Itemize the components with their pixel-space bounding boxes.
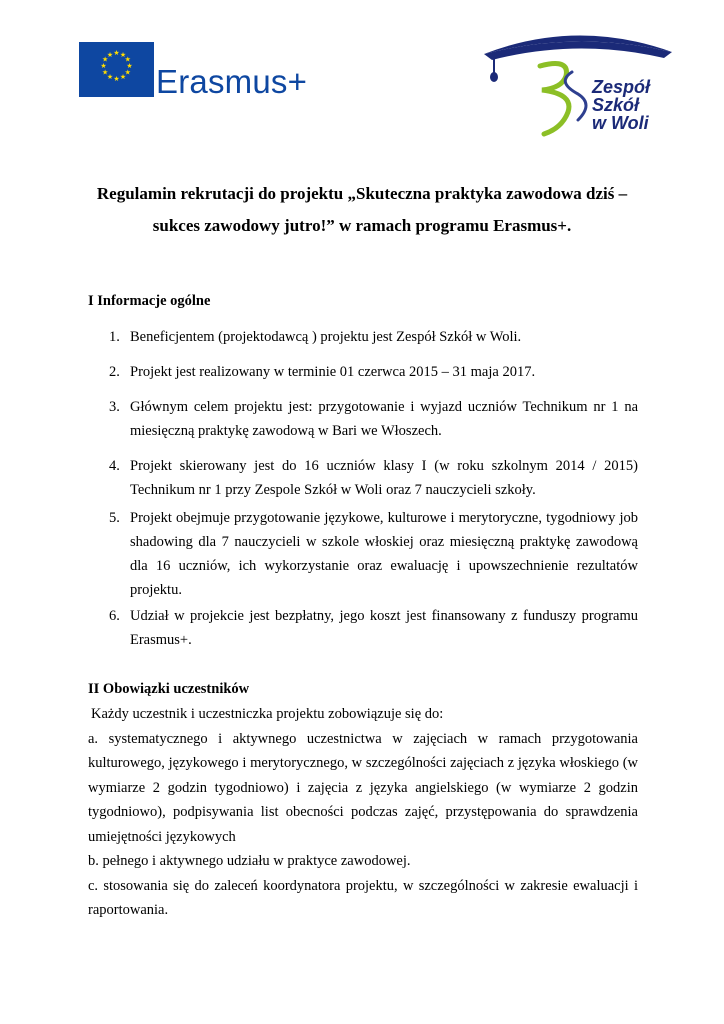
item-text: Głównym celem projektu jest: przygotowanie i wyjazd uczniów Technikum nr 1 na miesięczną praktykę zawodową w Bari we Włoszech. [130,399,638,439]
document-title [80,178,644,242]
general-info-list [88,325,638,652]
school-name-line: w Woli [592,113,649,133]
item-number: 1. [109,329,120,345]
duty-point: b. pełnego i aktywnego udziału w praktyce zawodowej. [88,853,411,869]
list-item [88,395,638,443]
item-number: 6. [109,608,120,624]
school-logo [482,24,677,146]
item-number: 2. [109,364,120,380]
title-line: Regulamin rekrutacji do projektu „Skuteczna praktyka zawodowa dziś – [96,184,628,203]
school-name [592,78,650,132]
erasmus-plus-logo [79,42,329,100]
list-item [88,360,638,384]
svg-text:★: ★ [119,73,127,82]
svg-text:★: ★ [106,73,114,82]
svg-text:★: ★ [106,50,114,59]
list-item [88,325,638,349]
item-text: Projekt skierowany jest do 16 uczniów klasy I (w roku szkolnym 2014 / 2015) Technikum nr 1 przy Zespole Szkół w Woli oraz 7 nauczycieli szkoły. [130,458,638,498]
school-name-line: Szkół [592,95,640,115]
section-participant-duties [88,676,638,923]
item-text: Projekt jest realizowany w terminie 01 czerwca 2015 – 31 maja 2017. [130,364,536,380]
svg-text:★: ★ [113,75,120,83]
duty-point: a. systematycznego i aktywnego uczestnictwa w zajęciach w ramach przygotowania kulturowego, językowego i merytorycznego, w szczególności zajęciach z języka włoskiego (w wymiarze 2 godzin tygodniowo) i zajęcia z języka angielskiego (w wymiarze 2 godzin tygodniowo), podpisywania list obecności podczas zajęć, przystępowania do sprawdzenia umiejętności językowych [88,730,638,845]
erasmus-logo-text: Erasmus+ [156,63,308,100]
title-line: sukces zawodowy jutro!” w ramach programu Erasmus+. [152,216,572,235]
school-name-line: Zespół [592,77,651,97]
svg-text:★: ★ [113,49,120,57]
page-header [0,0,724,150]
eu-flag-icon [79,42,154,97]
item-text: Beneficjentem (projektodawcą ) projektu jest Zespół Szkół w Woli. [130,329,522,345]
section-heading: II Obowiązki uczestników [88,681,250,697]
svg-text:★: ★ [100,62,107,70]
item-number: 3. [109,399,120,415]
eu-stars-icon [79,42,154,97]
list-item [88,454,638,502]
section-heading: I Informacje ogólne [88,293,211,309]
svg-text:★: ★ [126,62,133,70]
duties-intro: Każdy uczestnik i uczestniczka projektu zobowiązuje się do: [91,706,444,722]
item-text: Projekt obejmuje przygotowanie językowe, kulturowe i merytoryczne, tygodniowy job shadowing dla 7 nauczycieli w szkole włoskiej oraz miesięczną praktykę zawodową dla 16 uczniów, ich wykorzystanie oraz ewaluację i upowszechnienie rezultatów projektu. [130,510,638,598]
item-text: Udział w projekcie jest bezpłatny, jego koszt jest finansowany z funduszy programu Erasmus+. [130,608,638,648]
item-number: 4. [109,458,120,474]
svg-text:★: ★ [119,50,127,59]
list-item [88,506,638,602]
svg-text:★: ★ [124,55,131,64]
svg-text:★: ★ [124,68,131,77]
section-general-info [88,288,638,652]
svg-text:★: ★ [102,68,109,77]
list-item [88,604,638,652]
svg-text:★: ★ [102,55,109,64]
duty-point: c. stosowania się do zaleceń koordynatora projektu, w szczególności w zakresie ewaluacji i raportowania. [88,877,638,918]
item-number: 5. [109,510,120,526]
